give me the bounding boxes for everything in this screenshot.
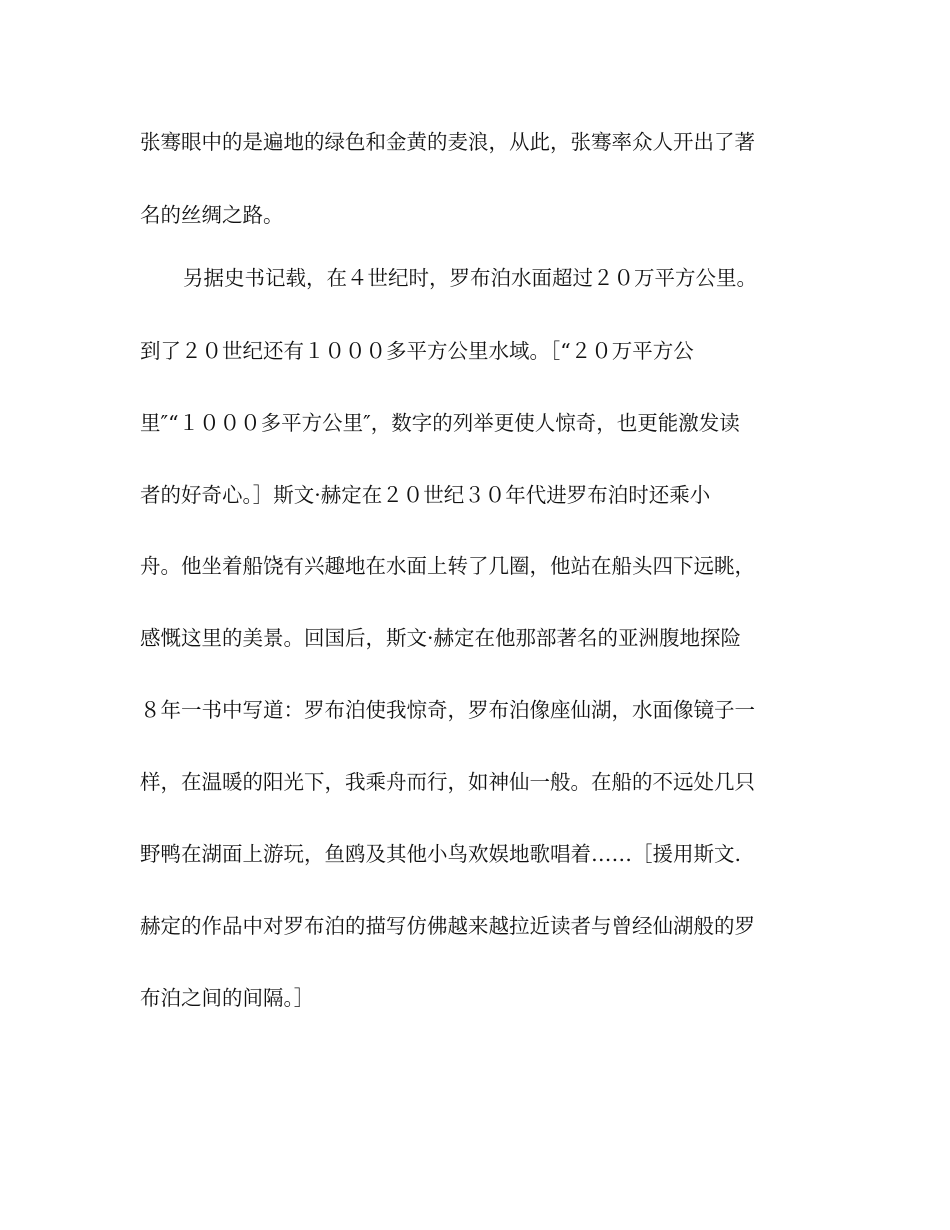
- text-line-2: 名的丝绸之路。: [140, 203, 284, 227]
- text-line-8: 感慨这里的美景。回国后，斯文·赫定在他那部著名的亚洲腹地探险: [140, 626, 742, 650]
- text-line-12: 赫定的作品中对罗布泊的描写仿佛越来越拉近读者与曾经仙湖般的罗: [140, 914, 755, 938]
- text-line-6: 者的好奇心。］斯文·赫定在２０世纪３０年代进罗布泊时还乘小: [140, 483, 711, 507]
- text-line-3-paragraph-start: 另据史书记载，在４世纪时，罗布泊水面超过２０万平方公里。: [183, 266, 757, 290]
- text-line-10: 样，在温暖的阳光下，我乘舟而行，如神仙一般。在船的不远处几只: [140, 770, 755, 794]
- text-line-5: 里″“１０００多平方公里″，数字的列举更使人惊奇，也更能激发读: [140, 411, 740, 435]
- text-line-7: 舟。他坐着船饶有兴趣地在水面上转了几圈，他站在船头四下远眺，: [140, 554, 755, 578]
- text-line-1: 张骞眼中的是遍地的绿色和金黄的麦浪，从此，张骞率众人开出了著: [140, 130, 755, 154]
- text-line-13: 布泊之间的间隔。］: [140, 986, 315, 1010]
- text-line-4: 到了２０世纪还有１０００多平方公里水域。［“２０万平方公: [140, 339, 694, 363]
- text-line-9: ８年一书中写道：罗布泊使我惊奇，罗布泊像座仙湖，水面像镜子一: [140, 698, 755, 722]
- text-line-11: 野鸭在湖面上游玩，鱼鸥及其他小鸟欢娱地歌唱着……［援用斯文.: [140, 842, 742, 866]
